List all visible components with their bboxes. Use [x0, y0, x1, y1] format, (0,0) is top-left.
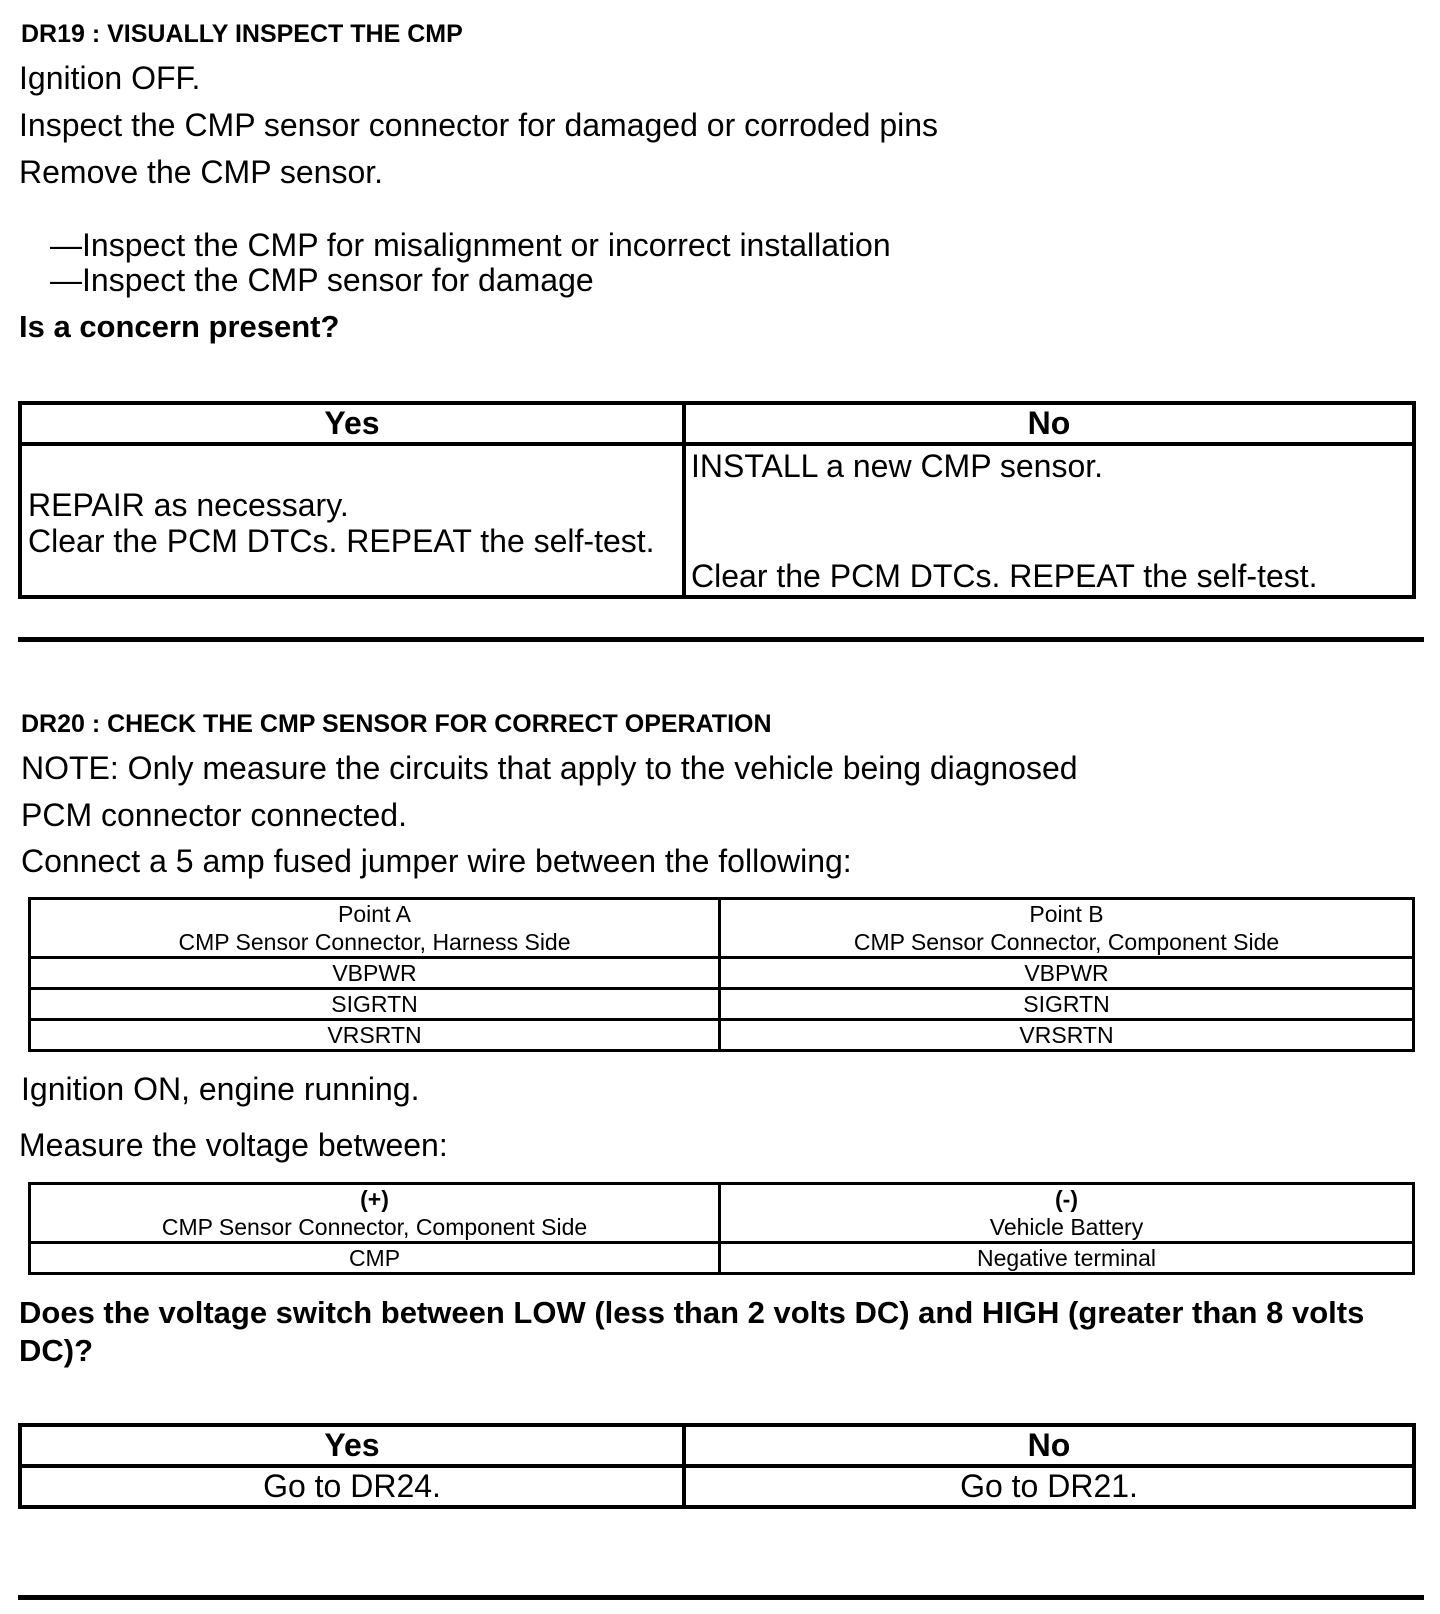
- section-divider-bottom: [18, 1595, 1424, 1600]
- dr20-step-ignition-on: Ignition ON, engine running.: [21, 1071, 420, 1107]
- table-row: [30, 958, 1414, 989]
- dr20-voltage-table: [28, 1182, 1415, 1275]
- dr19-yes-header: Yes: [20, 403, 684, 444]
- jumper-point-a-header: [30, 899, 720, 958]
- dr20-no-header: No: [684, 1425, 1414, 1466]
- dr19-question: Is a concern present?: [19, 309, 340, 344]
- jumper-point-a-subtitle: CMP Sensor Connector, Harness Side: [178, 929, 571, 955]
- jumper-row-3-point-b: VRSRTN: [720, 1020, 1414, 1051]
- dr20-yes-no-table: [18, 1423, 1416, 1509]
- dr20-yes-action: Go to DR24.: [20, 1466, 684, 1507]
- section-divider: [18, 637, 1424, 642]
- jumper-row-1-point-b: VBPWR: [720, 958, 1414, 989]
- voltage-negative-header: [720, 1184, 1414, 1243]
- dr20-step-pcm-connected: PCM connector connected.: [21, 797, 407, 833]
- dr20-yes-header: Yes: [20, 1425, 684, 1466]
- voltage-negative-title: (-): [1055, 1186, 1078, 1212]
- voltage-row-negative: Negative terminal: [720, 1243, 1414, 1274]
- dr19-no-line-1: INSTALL a new CMP sensor.: [691, 448, 1104, 484]
- voltage-row-positive: CMP: [30, 1243, 720, 1274]
- dr20-question: Does the voltage switch between LOW (less than 2 volts DC) and HIGH (greater than 8 volts DC)?: [19, 1295, 1365, 1368]
- dr20-note: NOTE: Only measure the circuits that apply to the vehicle being diagnosed: [21, 750, 1078, 786]
- dr20-no-action: Go to DR21.: [684, 1466, 1414, 1507]
- jumper-point-b-title: Point B: [1029, 901, 1104, 927]
- dr19-yes-cell: [20, 444, 684, 597]
- dr19-step-inspect-connector: Inspect the CMP sensor connector for damaged or corroded pins: [19, 107, 939, 143]
- dr19-yes-no-table: [18, 401, 1416, 599]
- dr19-substep-damage: —Inspect the CMP sensor for damage: [50, 262, 594, 298]
- dr19-heading: DR19 : VISUALLY INSPECT THE CMP: [21, 20, 463, 48]
- voltage-negative-subtitle: Vehicle Battery: [989, 1214, 1144, 1240]
- dr19-no-header: No: [684, 403, 1414, 444]
- dr19-yes-line-2: Clear the PCM DTCs. REPEAT the self-test.: [28, 522, 655, 559]
- jumper-point-a-title: Point A: [338, 901, 411, 927]
- table-row: [30, 1243, 1414, 1274]
- dr20-step-jumper-wire: Connect a 5 amp fused jumper wire between the following:: [21, 843, 852, 879]
- voltage-positive-header: [30, 1184, 720, 1243]
- dr19-no-line-2: Clear the PCM DTCs. REPEAT the self-test.: [691, 558, 1318, 594]
- jumper-point-b-subtitle: CMP Sensor Connector, Component Side: [853, 929, 1280, 955]
- jumper-point-b-header: [720, 899, 1414, 958]
- jumper-row-2-point-b: SIGRTN: [720, 989, 1414, 1020]
- dr19-yes-line-1: REPAIR as necessary.: [28, 486, 349, 523]
- dr19-no-cell: [684, 444, 1414, 597]
- voltage-positive-subtitle: CMP Sensor Connector, Component Side: [161, 1214, 588, 1240]
- dr19-step-ignition-off: Ignition OFF.: [19, 60, 201, 96]
- dr20-step-measure-voltage: Measure the voltage between:: [19, 1127, 448, 1163]
- dr19-substep-misalignment: —Inspect the CMP for misalignment or incorrect installation: [50, 227, 891, 263]
- table-row: [30, 989, 1414, 1020]
- jumper-row-2-point-a: SIGRTN: [30, 989, 720, 1020]
- dr19-step-remove-sensor: Remove the CMP sensor.: [19, 154, 384, 190]
- jumper-row-1-point-a: VBPWR: [30, 958, 720, 989]
- jumper-row-3-point-a: VRSRTN: [30, 1020, 720, 1051]
- dr20-jumper-table: [28, 897, 1415, 1052]
- table-row: [30, 1020, 1414, 1051]
- dr20-heading: DR20 : CHECK THE CMP SENSOR FOR CORRECT OPERATION: [21, 710, 772, 738]
- voltage-positive-title: (+): [360, 1186, 389, 1212]
